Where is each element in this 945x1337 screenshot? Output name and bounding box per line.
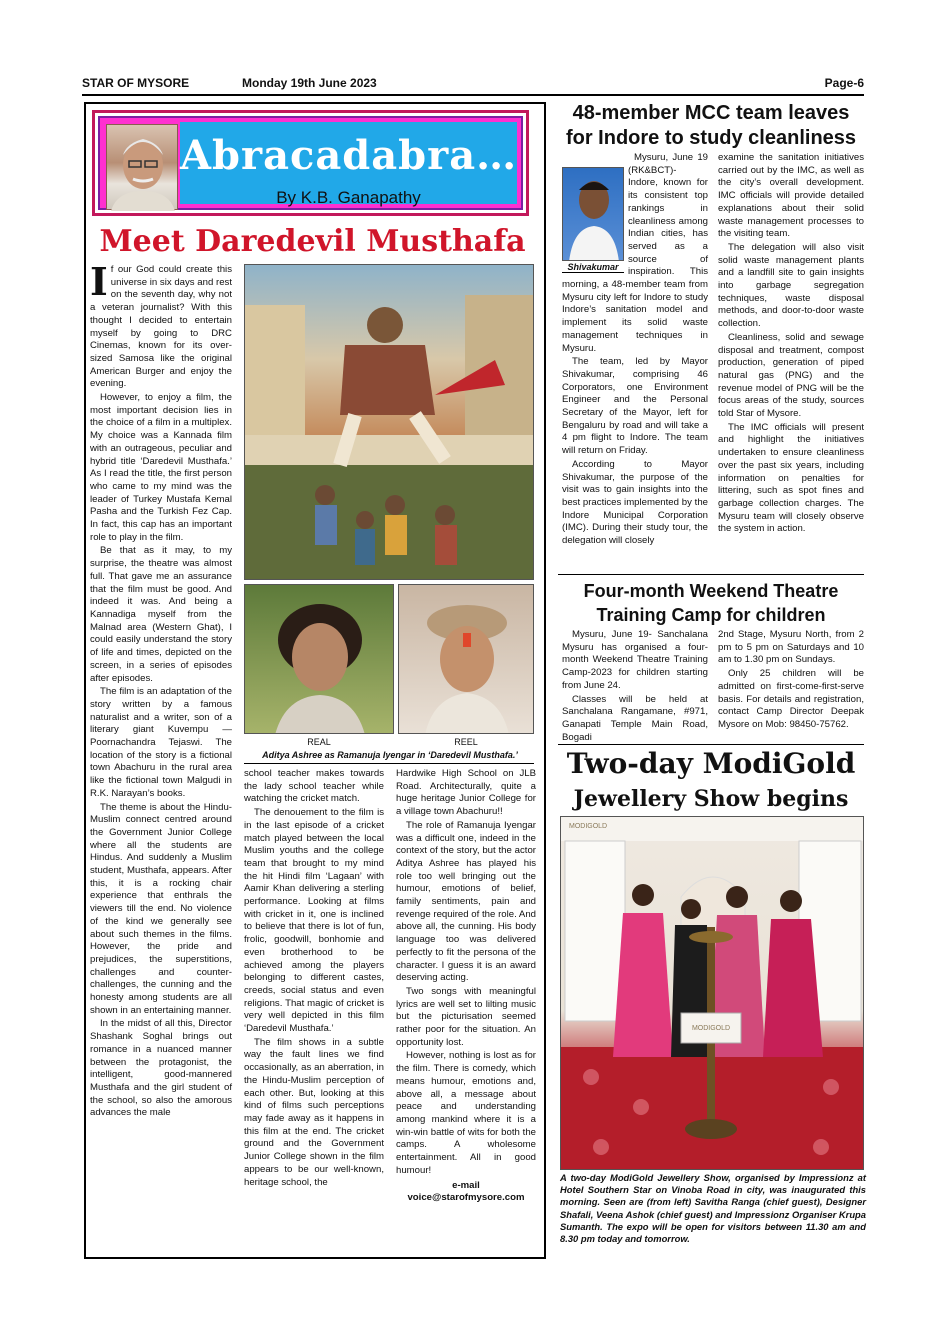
photo-caption: Aditya Ashree as Ramanuja Iyengar in ‘Daredevil Musthafa.’ [262,750,518,760]
caption-rule [244,763,534,764]
jewellery-show-photo [560,816,864,1170]
sign-modigold-left: MODIGOLD [569,823,608,830]
jewellery-headline-1: Two-day ModiGold [566,747,856,780]
article-column-2: school teacher makes towards the lady school teacher while watching the cricket match. The denouement to the film is in the last episode of a cricket match played between the local Muslim youths and the college team that brought to my mind the hit Hindi film ‘Lagaan’ with Aamir Khan delivering a sterling performance. Looking at films with cricket in it, one is inclined to believe that there is lot of fun, frolic, goodwill, bonhomie and even brotherhood to be achieved among the players belonging to different castes, creeds, social status and even religions. That magic of cricket is very well depicted in this film ‘Daredevil Musthafa.’ The film shows in a subtle way the fault lines we find occasionally, as an aberration, in the Hindu-Muslim perception of each other. But, looking at this kind of films such perceptions may fade away as it happens in this film at the end. The cricket ground and the Government Junior College shown in the film appears to be our well-known, heritage school, the [244,768,384,1188]
newspaper-name: STAR OF MYSORE [82,76,190,90]
header-rule [82,94,864,96]
jewellery-caption: A two-day ModiGold Jewellery Show, organised by Impressionz at Hotel Southern Star on Vinoba Road in city, was inaugurated this morning. Seen are (from left) Savitha Ranga (chief guest), Designer Shafali, Veena Ashok (chief guest) and Impressionz Organiser Krupa Sumanth. The expo will be open for visitors between 11.30 am and 8.30 pm today and tomorrow. [560,1172,866,1245]
column-byline: By K.B. Ganapathy [276,188,421,207]
mcc-headline-1: 48-member MCC team leaves [572,102,850,124]
sign-modigold-stand: MODIGOLD [691,1025,731,1032]
real-photo [244,584,394,734]
column-banner [92,110,529,216]
columnist-portrait [106,124,178,210]
column-title: Abracadabra… [180,132,518,179]
page-header [82,76,864,92]
mcc-headline-2: for Indore to study cleanliness [565,127,857,149]
article-column-1: If our God could create this universe in six days and rest on the seventh day, why not a veteran journalist? With this thought I decided to entertain myself by going to DRC Cinemas, known for its over-sized Samosa like the original American Burger and enjoy the evening. However, to enjoy a film, the most important decision lies in the choice of a film in a multiplex. My choice was a Kannada film with an outrageous, peculiar and hybrid title ‘Daredevil Musthafa.’ As I read the title, the first person who came to my mind was the leader of Turkey Mustafa Kemal Pasha and the Turkish Fez Cap. In fact, this cap has an important role to play in the film. Be that as it may, to my surprise, the theatre was almost full. That gave me an assurance that the film must be good. And indeed it was. And being a Kannadiga myself from the Malnad area (Western Ghat), I could easily understand the story of life and times, depicted on the screen, in a series of episodes after episodes. The film is an adaptation of the story written by a famous naturalist and a writer, son of a literary giant Kuvempu — Poornachandra Tejaswi. The location of the story is a fictional town Abachuru in the rural area like the fictional town Malgudi in R.K. Narayan’s books. The theme is about the Hindu-Muslim connect centred around the Government Junior College where all the students are Hindus. And suddenly a Muslim student, Musthafa, appears. After this, it is a rocking chair experience that enthrals the viewers till the end. No violence of the kind we generally see about such themes in the films. However, the pride and prejudices, the superstitions, challenges and counter-challenges, the cunning and the honesty among students are all shown in an entertaining manner. In the midst of all this, Director Shashank Soghal brings out romance in a nuanced manner between the protagonist, the intelligent, good-mannered Musthafa and the girl student of the school, so also the amorous advances the male [90,259,232,1119]
article-column-3: Hardwike High School on JLB Road. Architecturally, quite a huge heritage Junior College for a village town Abachuru!! The role of Ramanuja Iyengar was a difficult one, indeed in the context of the story, but the actor Aditya Ashree has played his role too well bringing out the humour, emotions of belief, family sentiments, pain and revenge required of the role. And above all, the cunning. His body language too was delivered perfectly to fit the persona of the character. I guess it is an award deserving acting. Two songs with meaningful lyrics are well set to lilting music but the picturisation seemed rather poor for the situation. An opportunity lost. However, nothing is lost as for the film. There is comedy, which means humour, emotions and, above all, a message about peace and understanding among mankind where it is a win-win battle of wits for both the camps. A wholesome entertainment. All in good humour! e-mail voice@starofmysore.com [396,768,536,1204]
reel-label: REEL [454,737,478,747]
article-headline: Meet Daredevil Musthafa [99,224,526,259]
theatre-column-1: Mysuru, June 19- Sanchalana Mysuru has organised a four-month Weekend Theatre Training Camp-2023 for children starting from June 24. Classes will be held at Sanchalana Rangamane, #971, Ganapati Temple Main Road, Bogadi [562,629,708,743]
section-rule-2 [558,744,864,745]
theatre-column-2: 2nd Stage, Mysuru North, from 2 pm to 5 pm on Saturdays and 10 am to 1.30 pm on Sundays. Only 25 children will be admitted on first-come-first-serve basis. For details and registration, contact Camp Director Deepak Mysore on Mob: 98450-75762. [718,629,864,730]
reel-photo [398,584,534,734]
page-number: Page-6 [824,76,864,90]
film-still-photo [244,264,534,580]
issue-date: Monday 19th June 2023 [242,76,377,90]
email-address[interactable]: voice@starofmysore.com [407,1192,525,1204]
section-rule-1 [558,574,864,575]
jewellery-headline-2: Jewellery Show begins [573,786,849,812]
theatre-headline-1: Four-month Weekend Theatre [583,581,839,601]
theatre-headline-2: Training Camp for children [596,605,826,625]
mcc-column-1-text: Mysuru, June 19 (RK&BCT)- Indore, known for its consistent top rankings in cleanliness among Indian cities, has served as a source of inspiration. This morning, a 48-member team from Mysuru city left for Indore to study Indore’s sanitation model and implement its solid waste management techniques in Mysuru. The team, led by Mayor Shivakumar, comprising 46 Corporators, one Environment Engineer and the Personal Secretary of the Mayor, left for Bengaluru by road and will take a 4 pm flight to Indore. The team will return on Friday. According to Mayor Shivakumar, the purpose of the visit was to gain insights into the best practices implemented by the Indore Municipal Corporation (IMC). During their study tour, the delegation will closely [562,152,708,547]
mcc-column-2: examine the sanitation initiatives carried out by the IMC, as well as the city’s overall development. IMC officials will provide detailed explanations about their solid waste management processes to the visiting team. The delegation will also visit solid waste management plants and a landfill site to gain insights into garbage segregation techniques, waste disposal methods, and door-to-door waste collection. Cleanliness, solid and sewage disposal and treatment, compost production, generation of piped natural gas (PNG) and the revenue model of PNG will be the focus areas of the study, sources told Star of Mysore. The IMC officials will present and highlight the initiatives undertaken to ensure cleanliness over the past six years, including information on penalties for littering, such as spot fines and garbage collection charges. The Mysuru team will closely observe the system in action. [718,152,864,535]
email-label: e-mail [452,1179,480,1191]
mayor-photo-label: Shivakumar [562,262,624,273]
real-label: REAL [307,737,331,747]
drop-cap: I [90,259,108,304]
